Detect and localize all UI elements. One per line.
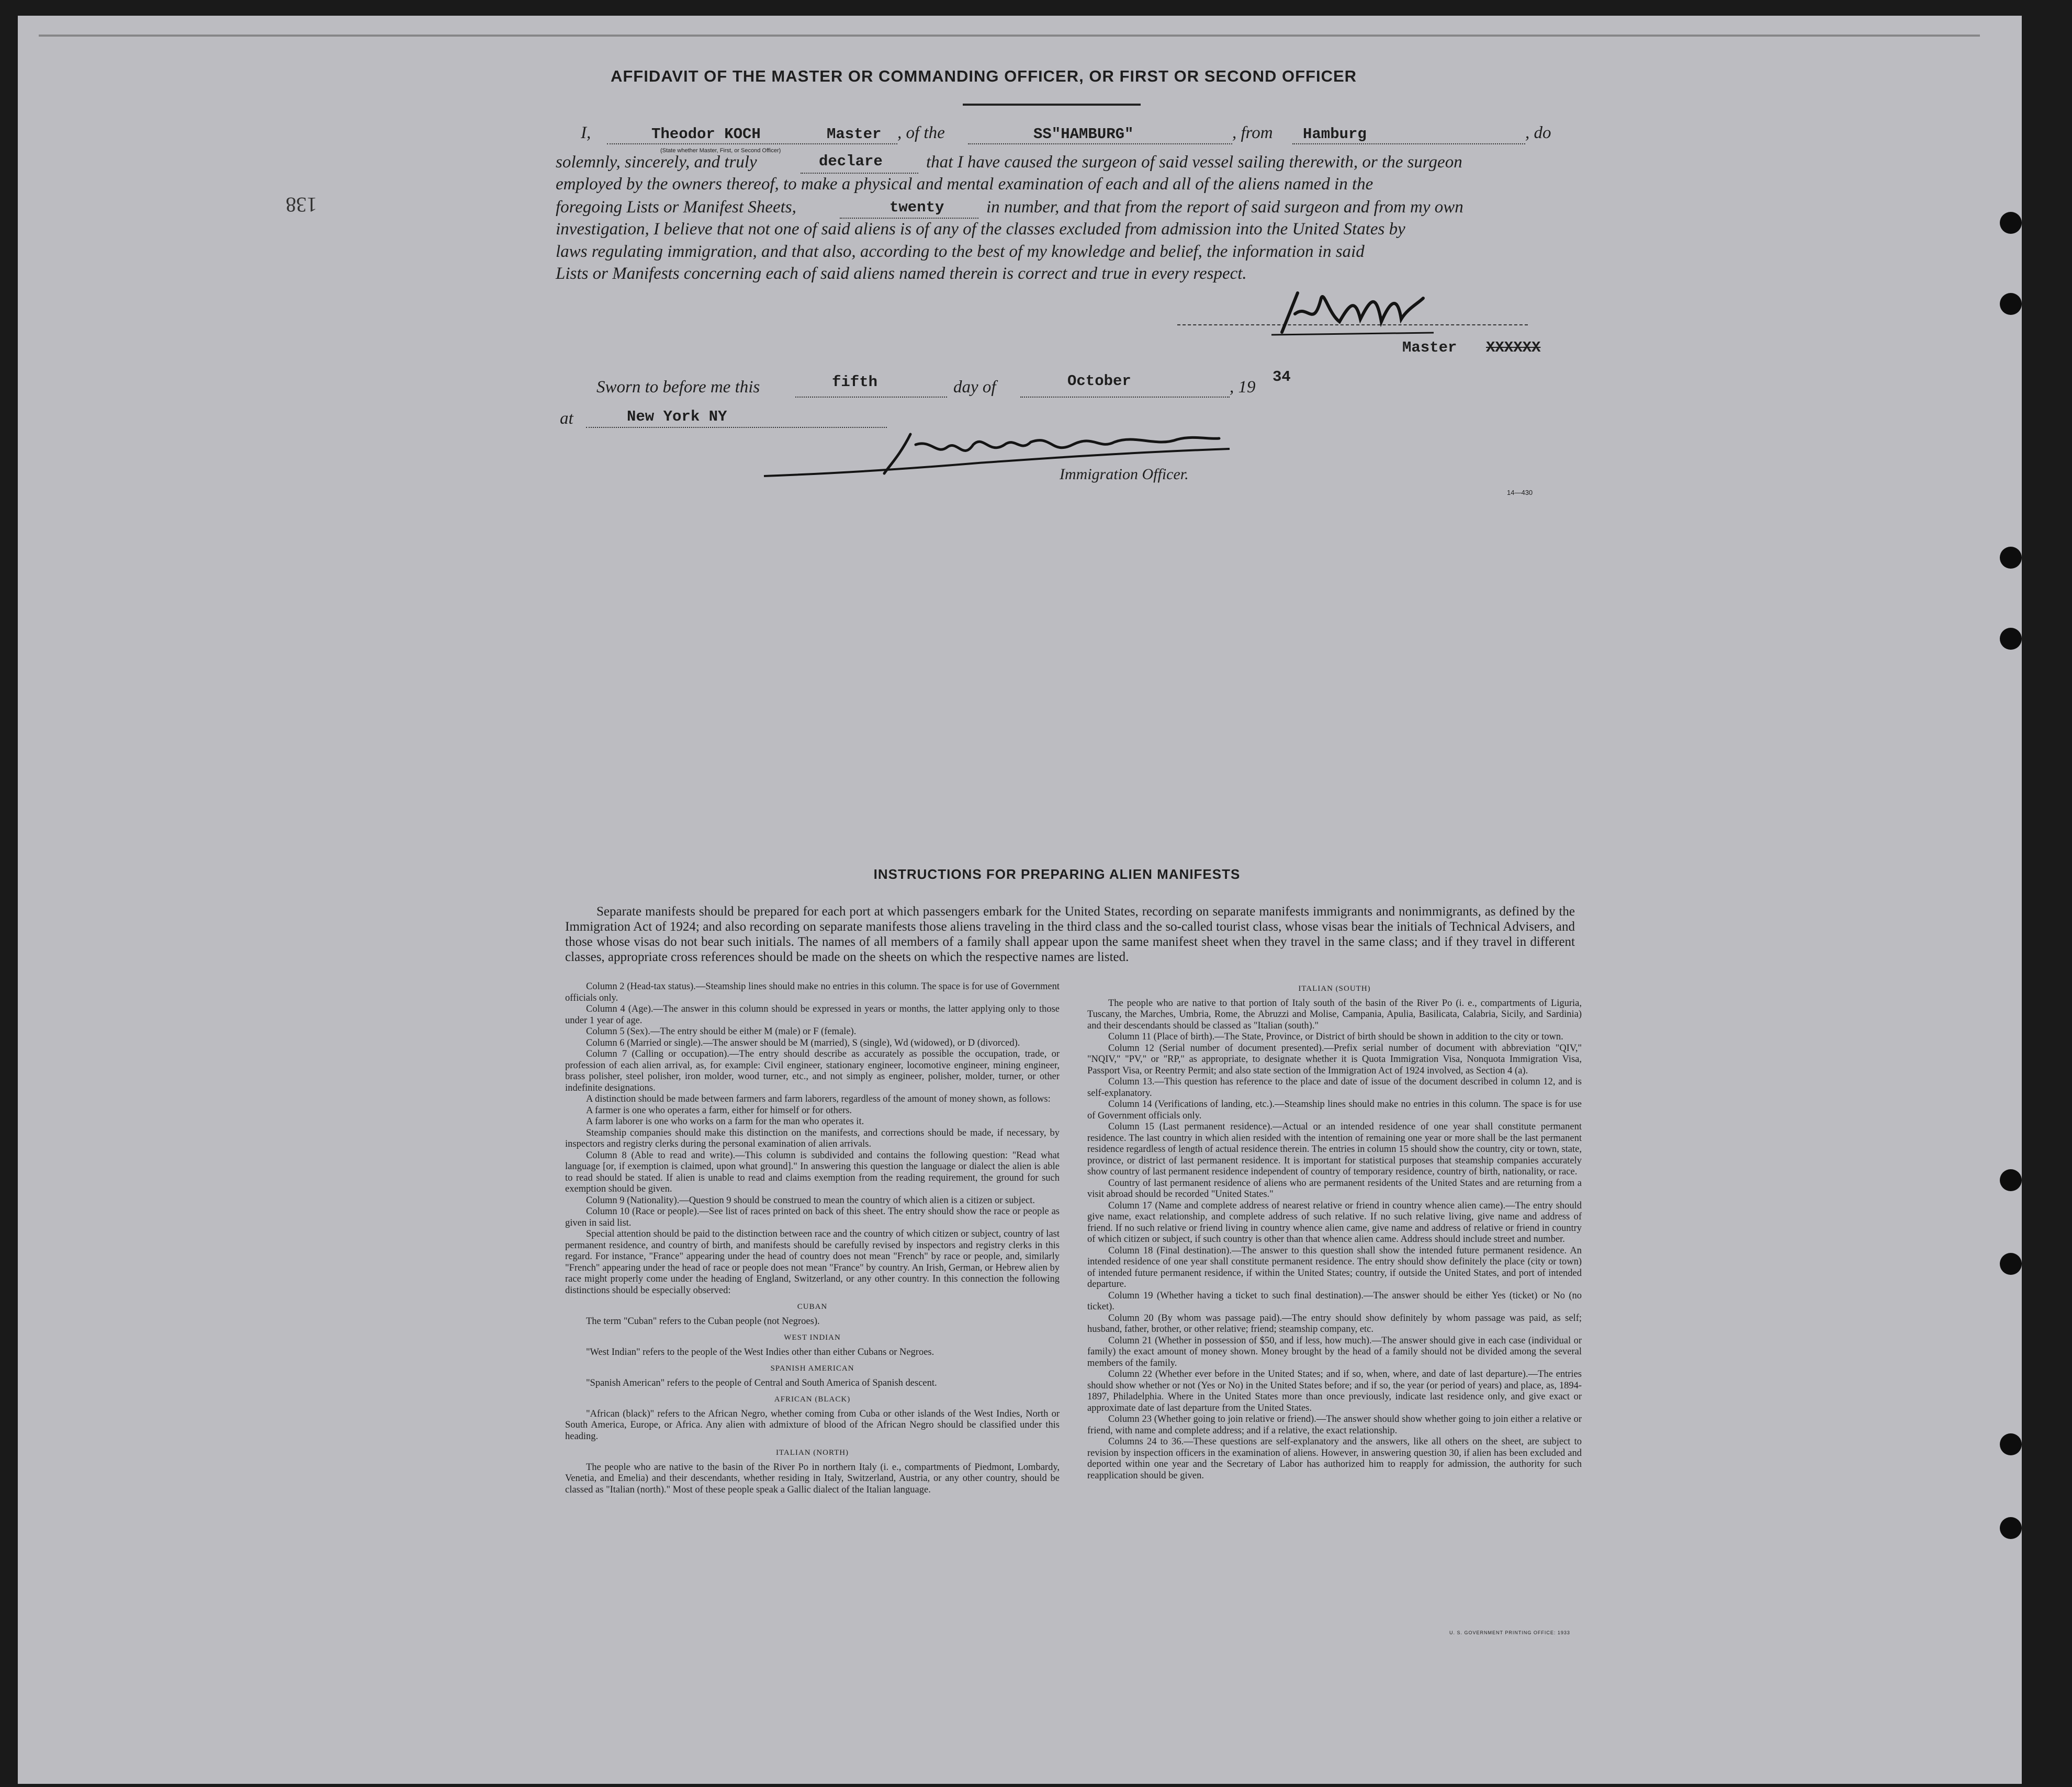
binder-hole — [2000, 1253, 2022, 1275]
heading-african: AFRICAN (BLACK) — [774, 1395, 851, 1404]
instr-farm-laborer: A farm laborer is one who works on a farm for the man who operates it. — [586, 1116, 864, 1127]
instructions-right-column — [1087, 978, 1582, 1481]
word-from: , from — [1232, 123, 1273, 142]
word-at: at — [560, 409, 573, 428]
instr-col-24-36: Columns 24 to 36.—These questions are self-explanatory and the answers, like all others on the sheet, are subject to revision by inspection officers in the examination of aliens. However, in answering question 30, if alien has been excluded and deported within one year and the Secretary of Labor has authorized him to reapply for admission, the authority for such reapplication should be given. — [1087, 1437, 1582, 1481]
instr-col-7: Column 7 (Calling or occupation).—The entry should describe as accurately as possible the occupation, trade, or profession of each alien arrival, as, for example: Civil engineer, stationary engineer, locomotive engineer, mining engineer, brass polisher, steel polisher, iron molder, wood turner, etc., and not simply as engineer, polisher, molder, turner, or other indefinite designations. — [565, 1049, 1060, 1093]
vessel-name: SS"HAMBURG" — [1033, 126, 1134, 143]
binder-hole — [2000, 212, 2022, 234]
word-of-the: , of the — [897, 123, 945, 142]
instr-col-20: Column 20 (By whom was passage paid).—The entry should show definitely by whom passage was paid, as self; husband, father, brother, or other relative; friend; steamship company, etc. — [1087, 1313, 1582, 1334]
sworn-year: 34 — [1273, 368, 1291, 386]
instr-col-6: Column 6 (Married or single).—The answer should be M (married), S (single), Wd (widowed), or D (divorced). — [586, 1037, 1020, 1048]
word-solemnly: solemnly, sincerely, and truly — [556, 153, 757, 172]
master-rank: Master — [827, 126, 882, 143]
instructions-intro: Separate manifests should be prepared for each port at which passengers embark for the United States, recording on separate manifests immigrants and nonimmigrants, as defined by the Immigration Act of 1924; and also recording on separate manifests those aliens traveling in the third class and the so-called tourist class, whose visas bear the initials of Technical Advisers, and those whose visas do not bear such initials. The names of all members of a family shall appear upon the same manifest sheet when they travel in the same class; and if they travel in different classes, appropriate cross references should be made on the sheets on which the respective names are listed. — [565, 904, 1575, 964]
instr-race-distinction: Special attention should be paid to the distinction between race and the country of which citizen or subject, country of last permanent residence, and country of birth, and manifests should be carefully revised by inspectors and registry clerks in this regard. For instance, "France" appearing under the head of country does not mean "French" by race or people, and, similarly "French" appearing under the head of race or people does not mean "France" by country. An Irish, German, or Hebrew alien by race might properly come under the heading of England, Switzerland, or any other country. In this connection the following distinctions should be especially observed: — [565, 1229, 1060, 1296]
affidavit-line-4a: foregoing Lists or Manifest Sheets, — [556, 198, 796, 217]
month-line — [1020, 397, 1230, 398]
instr-col-10: Column 10 (Race or people).—See list of races printed on back of this sheet. The entry should show the race or people as given in said list. — [565, 1206, 1060, 1228]
sworn-month: October — [1067, 372, 1131, 390]
instr-col-8: Column 8 (Able to read and write).—This column is subdivided and contains the following question: "Read what language [or, if exemption is claimed, upon what ground]." In answering this question the language or dialect the alien is able to read should be stated. If alien is unable to read and claims exemption from the reading requirement, the ground for such exemption should be given. — [565, 1150, 1060, 1194]
officer-label: Immigration Officer. — [1060, 466, 1189, 483]
rank-note: (State whether Master, First, or Second Officer) — [660, 148, 781, 154]
heading-cuban: CUBAN — [797, 1303, 828, 1311]
affidavit-line-4b: in number, and that from the report of said surgeon and from my own — [986, 198, 1463, 217]
signer-title: Master — [1402, 339, 1457, 356]
binder-hole — [2000, 1169, 2022, 1191]
instr-farmer: A farmer is one who operates a farm, either for himself or for others. — [586, 1105, 852, 1116]
departure-port: Hamburg — [1303, 126, 1367, 143]
margin-note: 138 — [286, 193, 317, 217]
instr-col-15: Column 15 (Last permanent residence).—Actual or an intended residence of one year shall constitute permanent residence. The last country in which alien resided with the intention of remaining one year or more shall be the last permanent residence regardless of length of actual residence therein. The entries in column 15 should show the country, city or town, state, province, or district of last permanent residence. It is important for statistical purposes that steamship companies accurately show country of last permanent residence independent of country of temporary residence, country of birth, nationality, or race. — [1087, 1122, 1582, 1177]
alien-count: twenty — [889, 199, 944, 216]
instr-col-2: Column 2 (Head-tax status).—Steamship lines should make no entries in this column. The space is for use of Government officials only. — [565, 981, 1060, 1003]
year-prefix: , 19 — [1230, 378, 1256, 397]
affidavit-line-7: Lists or Manifests concerning each of said aliens named therein is correct and true in every respect. — [556, 264, 1247, 283]
name-line — [607, 143, 897, 144]
binder-hole — [2000, 1517, 2022, 1539]
title-rule — [963, 104, 1141, 106]
master-name: Theodor KOCH — [651, 126, 761, 143]
affidavit-title: AFFIDAVIT OF THE MASTER OR COMMANDING OFFICER, OR FIRST OR SECOND OFFICER — [610, 67, 1357, 85]
heading-italian-south: ITALIAN (SOUTH) — [1298, 985, 1371, 993]
instr-farm-distinction: A distinction should be made between farmers and farm laborers, regardless of the amount of money shown, as follows: — [586, 1094, 1051, 1104]
master-signature — [1266, 282, 1444, 340]
instr-italian-north: The people who are native to the basin of the River Po in northern Italy (i. e., compartments of Piedmont, Lombardy, Venetia, and Emelia) and their descendants, whether residing in Italy, Switzerland, Austria, or any other country, should be classed as "Italian (north)." Most of these people speak a Gallic dialect of the Italian language. — [565, 1462, 1060, 1495]
sworn-day: fifth — [832, 374, 878, 391]
instr-cuban: The term "Cuban" refers to the Cuban people (not Negroes). — [586, 1316, 820, 1327]
word-i: I, — [581, 123, 591, 142]
heading-spanish-american: SPANISH AMERICAN — [770, 1364, 854, 1373]
word-day-of: day of — [953, 378, 996, 397]
instr-col-5: Column 5 (Sex).—The entry should be either M (male) or F (female). — [586, 1026, 857, 1037]
binder-hole — [2000, 547, 2022, 569]
word-do: , do — [1525, 123, 1551, 142]
instr-west-indian: "West Indian" refers to the people of the West Indies other than either Cubans or Negroes. — [586, 1347, 934, 1358]
instr-steamship: Steamship companies should make this distinction on the manifests, and corrections should be made, if necessary, by inspectors and registry clerks during the personal examination of alien arrivals. — [565, 1127, 1060, 1149]
instr-col-11: Column 11 (Place of birth).—The State, Province, or District of birth should be shown in addition to the city or town. — [1108, 1032, 1563, 1042]
day-line — [795, 397, 947, 398]
count-line — [840, 218, 978, 219]
instr-residence-us: Country of last permanent residence of aliens who are permanent residents of the United States and are returning from a visit abroad should be recorded "United States." — [1087, 1178, 1582, 1200]
declare-line — [801, 173, 918, 174]
vessel-line — [968, 143, 1232, 144]
affidavit-line-2: that I have caused the surgeon of said vessel sailing therewith, or the surgeon — [926, 153, 1462, 172]
instr-col-21: Column 21 (Whether in possession of $50, and if less, how much).—The answer should give in each case (individual or family) the exact amount of money shown. Money brought by the head of a family should not be divided among the several members of the family. — [1087, 1335, 1582, 1368]
declare-word: declare — [819, 153, 883, 170]
instr-col-9: Column 9 (Nationality).—Question 9 should be construed to mean the country of which alien is a citizen or subject. — [586, 1195, 1035, 1206]
form-number: 14—430 — [1507, 489, 1533, 496]
instructions-title: INSTRUCTIONS FOR PREPARING ALIEN MANIFESTS — [873, 866, 1241, 882]
instr-col-12: Column 12 (Serial number of document presented).—Prefix serial number of document with abbreviation "QIV," "NQIV," "PV," or "RP," as appropriate, to designate whether it is Quota Immigration Visa, Nonquota Immigration Visa, Passport Visa, or Reentry Permit; and also state section of the Immigration Act of 1924 involved, as Section 4 (a). — [1087, 1043, 1582, 1076]
sworn-prefix: Sworn to before me this — [596, 378, 760, 397]
signer-title-struck: XXXXXX — [1486, 339, 1541, 356]
port-line — [1292, 143, 1525, 144]
instr-italian-south: The people who are native to that portion of Italy south of the basin of the River Po (i. e., compartments of Liguria, Tuscany, the Marches, Umbria, Rome, the Abruzzi and Molise, Campania, Apulia, Basilicata, Calabria, Sicily, and Sardinia) and their descendants should be classed as "Italian (south)." — [1087, 998, 1582, 1031]
instr-col-14: Column 14 (Verifications of landing, etc.).—Steamship lines should make no entries in this column. The space is for use of Government officials only. — [1087, 1099, 1582, 1121]
instructions-left-column — [565, 981, 1060, 1496]
heading-west-indian: WEST INDIAN — [784, 1333, 841, 1342]
binder-hole — [2000, 1433, 2022, 1455]
instr-col-19: Column 19 (Whether having a ticket to such final destination).—The answer should be either Yes (ticket) or No (no ticket). — [1087, 1290, 1582, 1312]
binder-hole — [2000, 628, 2022, 650]
affidavit-line-6: laws regulating immigration, and that also, according to the best of my knowledge and belief, the information in said — [556, 242, 1365, 261]
heading-italian-north: ITALIAN (NORTH) — [775, 1449, 849, 1457]
affidavit-line-3: employed by the owners thereof, to make a physical and mental examination of each and all of the aliens named in the — [556, 175, 1373, 194]
instr-col-13: Column 13.—This question has reference to the place and date of issue of the document described in column 12, and is self-explanatory. — [1087, 1077, 1582, 1099]
printer-imprint: U. S. GOVERNMENT PRINTING OFFICE: 1933 — [1449, 1630, 1570, 1635]
sworn-place: New York NY — [627, 408, 727, 425]
instr-spanish-american: "Spanish American" refers to the people of Central and South America of Spanish descent. — [586, 1377, 937, 1388]
instr-col-4: Column 4 (Age).—The answer in this column should be expressed in years or months, the latter applying only to those under 1 year of age. — [565, 1004, 1060, 1026]
instr-col-17: Column 17 (Name and complete address of nearest relative or friend in country whence alien came).—The entry should give name, exact relationship, and complete address of such relative. If no such relative living, give name and address of friend. If no such relative or friend living in country whence alien came, give name and address of relative or friend in country of which citizen or subject, if such country is other than that whence alien came. Address should include street and number. — [1087, 1200, 1582, 1245]
instr-col-23: Column 23 (Whether going to join relative or friend).—The answer should show whether going to join either a relative or friend, with name and complete address; and if a relative, the exact relationship. — [1087, 1414, 1582, 1436]
instr-col-18: Column 18 (Final destination).—The answer to this question shall show the intended future permanent residence. An intended residence of one year shall constitute permanent residence. The entry should show definitely the place (city or town) of intended future permanent residence, if within the United States; country, if outside the United States, and port of intended departure. — [1087, 1245, 1582, 1290]
binder-hole — [2000, 293, 2022, 315]
instr-african: "African (black)" refers to the African Negro, whether coming from Cuba or other islands of the West Indies, North or South America, Europe, or Africa. Any alien with admixture of blood of the African Negro should be classified under this heading. — [565, 1408, 1060, 1442]
affidavit-line-5: investigation, I believe that not one of said aliens is of any of the classes excluded from admission into the United States by — [556, 220, 1405, 239]
instr-col-22: Column 22 (Whether ever before in the United States; and if so, when, where, and date of last departure).—The entries should show whether or not (Yes or No) in the United States before; and if so, the year (or period of years) and place, as, 1894-1897, Philadelphia. Where in the United States more than once previously, indicate last residence only, and give exact or approximate date of last departure from the United States. — [1087, 1369, 1582, 1413]
